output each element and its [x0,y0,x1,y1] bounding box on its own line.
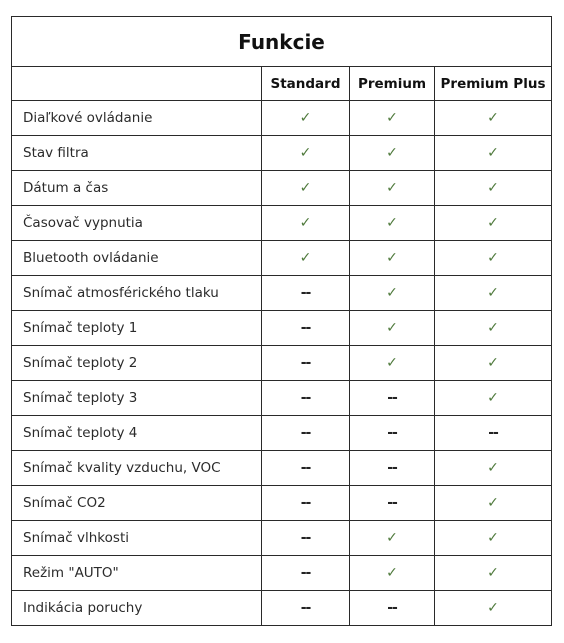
feature-name: Snímač atmosférického tlaku [12,276,262,311]
header-premium: Premium [350,67,435,101]
check-icon: ✓ [262,136,350,171]
check-icon: ✓ [262,206,350,241]
check-icon: ✓ [435,171,552,206]
dash-icon: -- [262,346,350,381]
header-premium-plus: Premium Plus [435,67,552,101]
check-icon: ✓ [435,381,552,416]
check-icon: ✓ [350,206,435,241]
header-row [12,67,552,101]
feature-name: Snímač teploty 3 [12,381,262,416]
dash-icon: -- [350,451,435,486]
feature-name: Snímač vlhkosti [12,521,262,556]
feature-name: Diaľkové ovládanie [12,101,262,136]
check-icon: ✓ [350,171,435,206]
feature-name: Snímač teploty 2 [12,346,262,381]
check-icon: ✓ [435,486,552,521]
check-icon: ✓ [435,451,552,486]
table-row [12,591,552,626]
title-row [12,17,552,67]
table-row [12,276,552,311]
dash-icon: -- [262,381,350,416]
check-icon: ✓ [435,521,552,556]
table-row [12,486,552,521]
feature-name: Časovač vypnutia [12,206,262,241]
check-icon: ✓ [350,101,435,136]
table-row [12,311,552,346]
dash-icon: -- [262,556,350,591]
dash-icon: -- [262,451,350,486]
check-icon: ✓ [435,346,552,381]
check-icon: ✓ [350,521,435,556]
check-icon: ✓ [350,556,435,591]
dash-icon: -- [350,486,435,521]
header-standard: Standard [262,67,350,101]
check-icon: ✓ [262,171,350,206]
check-icon: ✓ [435,556,552,591]
check-icon: ✓ [435,206,552,241]
check-icon: ✓ [435,276,552,311]
dash-icon: -- [262,591,350,626]
dash-icon: -- [262,311,350,346]
table-row [12,101,552,136]
dash-icon: -- [262,486,350,521]
table-row [12,381,552,416]
table-row [12,556,552,591]
table-title: Funkcie [12,17,552,67]
feature-name: Snímač teploty 1 [12,311,262,346]
check-icon: ✓ [435,101,552,136]
dash-icon: -- [350,591,435,626]
check-icon: ✓ [350,241,435,276]
feature-name: Snímač teploty 4 [12,416,262,451]
check-icon: ✓ [350,311,435,346]
check-icon: ✓ [435,241,552,276]
dash-icon: -- [350,416,435,451]
feature-name: Snímač kvality vzduchu, VOC [12,451,262,486]
dash-icon: -- [350,381,435,416]
check-icon: ✓ [435,591,552,626]
table-row [12,241,552,276]
feature-name: Stav filtra [12,136,262,171]
feature-name: Indikácia poruchy [12,591,262,626]
header-feature-column [12,67,262,101]
table-row [12,136,552,171]
features-table [11,16,552,626]
check-icon: ✓ [350,276,435,311]
feature-name: Snímač CO2 [12,486,262,521]
check-icon: ✓ [435,311,552,346]
table-row [12,206,552,241]
table-row [12,171,552,206]
check-icon: ✓ [350,136,435,171]
feature-name: Dátum a čas [12,171,262,206]
check-icon: ✓ [350,346,435,381]
table-row [12,416,552,451]
table-row [12,346,552,381]
feature-name: Režim "AUTO" [12,556,262,591]
check-icon: ✓ [435,136,552,171]
dash-icon: -- [262,521,350,556]
table-row [12,521,552,556]
check-icon: ✓ [262,241,350,276]
feature-name: Bluetooth ovládanie [12,241,262,276]
dash-icon: -- [435,416,552,451]
table-row [12,451,552,486]
dash-icon: -- [262,276,350,311]
check-icon: ✓ [262,101,350,136]
dash-icon: -- [262,416,350,451]
